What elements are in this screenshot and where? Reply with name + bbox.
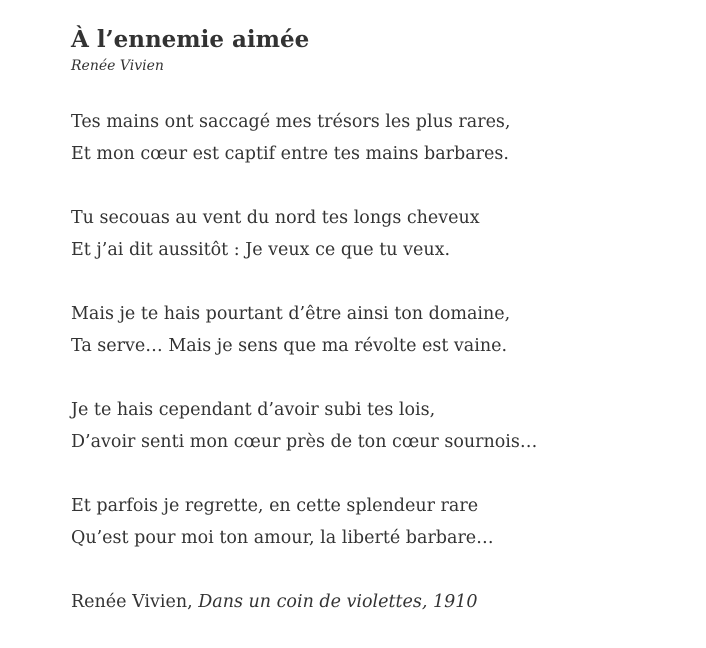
stanza-3 (71, 299, 681, 362)
stanza-1 (71, 107, 681, 170)
poem-author: Renée Vivien (71, 58, 164, 74)
source-author: Renée Vivien, (71, 592, 199, 612)
stanza-4 (71, 395, 681, 458)
source-work: Dans un coin de violettes, 1910 (198, 592, 478, 612)
poem-line: Mais je te hais pourtant d’être ainsi ton domaine, (71, 304, 511, 324)
poem-line: Tes mains ont saccagé mes trésors les plus rares, (71, 112, 511, 132)
poem-article (71, 26, 681, 619)
stanza-5 (71, 491, 681, 554)
poem-line: Et parfois je regrette, en cette splendeur rare (71, 496, 479, 516)
poem-line: Et mon cœur est captif entre tes mains barbares. (71, 143, 509, 164)
poem-line: Et j’ai dit aussitôt : Je veux ce que tu veux. (71, 239, 451, 260)
poem-line: Tu secouas au vent du nord tes longs cheveux (71, 208, 480, 228)
stanza-2 (71, 203, 681, 266)
poem-line: D’avoir senti mon cœur près de ton cœur sournois… (71, 431, 538, 452)
poem-line: Ta serve… Mais je sens que ma révolte est vaine. (71, 335, 508, 356)
poem-line: Je te hais cependant d’avoir subi tes lois, (71, 400, 436, 420)
poem-body (71, 107, 681, 619)
poem-line: Qu’est pour moi ton amour, la liberté barbare… (71, 527, 494, 548)
poem-title: À l’ennemie aimée (71, 26, 310, 53)
poem-source (71, 587, 681, 619)
